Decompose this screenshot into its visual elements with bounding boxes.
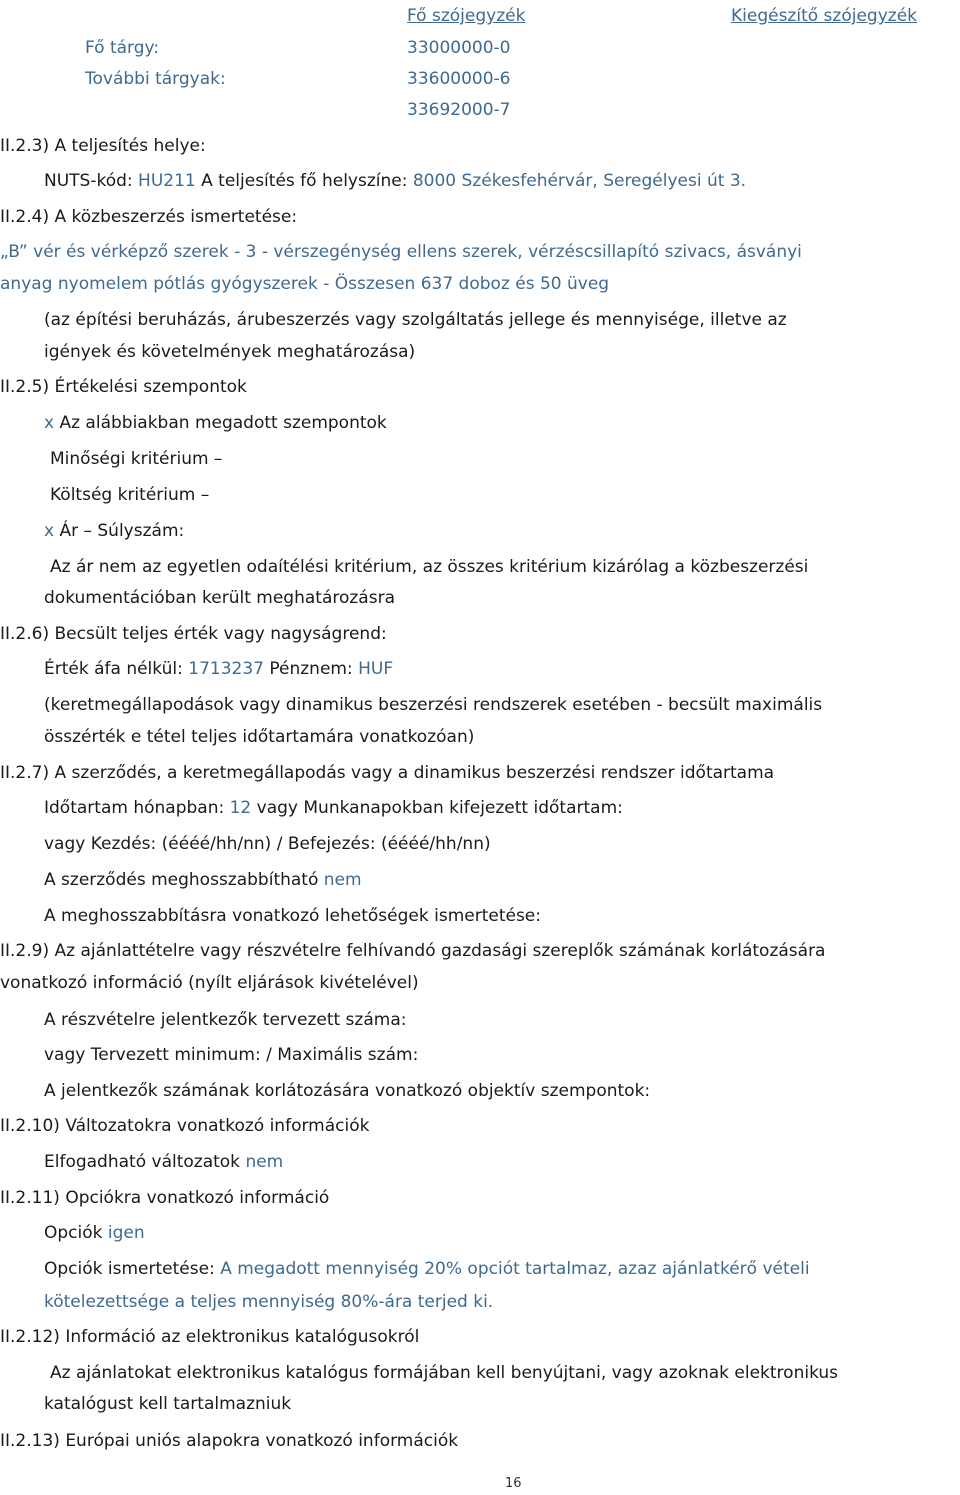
main-subject-label: Fő tárgy: — [85, 38, 160, 58]
criteria-note: dokumentációban került meghatározásra — [44, 588, 395, 608]
criteria-note: Az ár nem az egyetlen odaítélési kritérium, az összes kritérium kizárólag a közbeszerzési — [50, 557, 809, 577]
options-value: igen — [107, 1223, 145, 1243]
min-max-candidates: vagy Tervezett minimum: / Maximális szám: — [44, 1045, 419, 1065]
main-subject-code: 33000000-0 — [407, 38, 511, 58]
value-note: (keretmegállapodások vagy dinamikus beszerzési rendszerek esetében - becsült maximális — [44, 695, 823, 715]
options-description-line — [44, 1258, 810, 1280]
e-catalogue-text: Az ajánlatokat elektronikus katalógus formájában kell benyújtani, vagy azoknak elektronikus — [50, 1363, 839, 1383]
duration-days-label: vagy Munkanapokban kifejezett időtartam: — [256, 798, 623, 818]
value-note: összérték e tétel teljes időtartamára vonatkozóan) — [44, 727, 475, 747]
renewal-label: A szerződés meghosszabbítható — [44, 870, 319, 890]
section-heading-duration: II.2.7) A szerződés, a keretmegállapodás vagy a dinamikus beszerzési rendszer időtartama — [0, 763, 775, 783]
renewal-description: A meghosszabbításra vonatkozó lehetőségek ismertetése: — [44, 906, 541, 926]
objective-criteria: A jelentkezők számának korlátozására vonatkozó objektív szempontok: — [44, 1081, 651, 1101]
checkbox-mark: x — [44, 521, 55, 541]
criteria-below-label: Az alábbiakban megadott szempontok — [59, 413, 387, 433]
options-description-text: A megadott mennyiség 20% opciót tartalmaz, azaz ajánlatkérő vételi — [220, 1259, 810, 1279]
options-description-text: kötelezettsége a teljes mennyiség 80%-ára terjed ki. — [44, 1292, 494, 1312]
quality-criterion: Minőségi kritérium – — [50, 449, 223, 469]
nuts-code: HU211 — [138, 171, 196, 191]
duration-dates: vagy Kezdés: (éééé/hh/nn) / Befejezés: (éééé/hh/nn) — [44, 834, 491, 854]
description-note: (az építési beruházás, árubeszerzés vagy szolgáltatás jellege és mennyisége, illetve az — [44, 310, 787, 330]
value-label: Érték áfa nélkül: — [44, 659, 183, 679]
description-note: igények és követelmények meghatározása) — [44, 342, 416, 362]
duration-months: 12 — [229, 798, 252, 818]
description-text: „B” vér és vérképző szerek - 3 - vérszegénység ellens szerek, vérzéscsillapító szivacs, ásványi — [0, 242, 802, 262]
description-text: anyag nyomelem pótlás gyógyszerek - Összesen 637 doboz és 50 üveg — [0, 274, 610, 294]
price-criterion: Ár – Súlyszám: — [59, 521, 185, 541]
renewal-value: nem — [323, 870, 362, 890]
main-vocabulary-heading: Fő szójegyzék — [407, 6, 526, 26]
place-label: A teljesítés fő helyszíne: — [201, 171, 408, 191]
additional-subject-code: 33692000-7 — [407, 100, 511, 120]
value-line — [44, 658, 393, 680]
duration-label: Időtartam hónapban: — [44, 798, 225, 818]
place-value: 8000 Székesfehérvár, Seregélyesi út 3. — [412, 171, 747, 191]
renewal-line — [44, 869, 362, 891]
variants-value: nem — [245, 1152, 284, 1172]
section-heading-eu-funds: II.2.13) Európai uniós alapokra vonatkozó információk — [0, 1431, 459, 1451]
criteria-below-line — [44, 412, 387, 434]
nuts-line — [44, 170, 746, 192]
section-heading-variants: II.2.10) Változatokra vonatkozó információk — [0, 1116, 370, 1136]
cost-criterion: Költség kritérium – — [50, 485, 210, 505]
section-heading-e-catalogues: II.2.12) Információ az elektronikus katalógusokról — [0, 1327, 420, 1347]
price-line — [44, 520, 184, 542]
variants-label: Elfogadható változatok — [44, 1152, 241, 1172]
value-amount: 1713237 — [188, 659, 264, 679]
page-number: 16 — [505, 1476, 522, 1491]
section-heading-options: II.2.11) Opciókra vonatkozó információ — [0, 1188, 330, 1208]
checkbox-mark: x — [44, 413, 55, 433]
variants-line — [44, 1151, 283, 1173]
section-heading-place: II.2.3) A teljesítés helye: — [0, 136, 206, 156]
options-description-label: Opciók ismertetése: — [44, 1259, 215, 1279]
options-line — [44, 1222, 145, 1244]
section-heading-award-criteria: II.2.5) Értékelési szempontok — [0, 377, 247, 397]
section-heading-estimated-value: II.2.6) Becsült teljes érték vagy nagyságrend: — [0, 624, 387, 644]
nuts-label: NUTS-kód: — [44, 171, 133, 191]
additional-subject-code: 33600000-6 — [407, 69, 511, 89]
section-heading-candidate-limits: II.2.9) Az ajánlattételre vagy részvételre felhívandó gazdasági szereplők számának korlátozására — [0, 941, 826, 961]
e-catalogue-text: katalógust kell tartalmazniuk — [44, 1394, 292, 1414]
section-heading-candidate-limits-cont: vonatkozó információ (nyílt eljárások kivételével) — [0, 973, 419, 993]
duration-line — [44, 797, 623, 819]
additional-subjects-label: További tárgyak: — [85, 69, 226, 89]
currency-value: HUF — [358, 659, 394, 679]
planned-candidates: A részvételre jelentkezők tervezett száma: — [44, 1010, 407, 1030]
options-label: Opciók — [44, 1223, 103, 1243]
section-heading-description: II.2.4) A közbeszerzés ismertetése: — [0, 207, 298, 227]
supplementary-vocabulary-heading: Kiegészítő szójegyzék — [731, 6, 917, 26]
currency-label: Pénznem: — [269, 659, 353, 679]
